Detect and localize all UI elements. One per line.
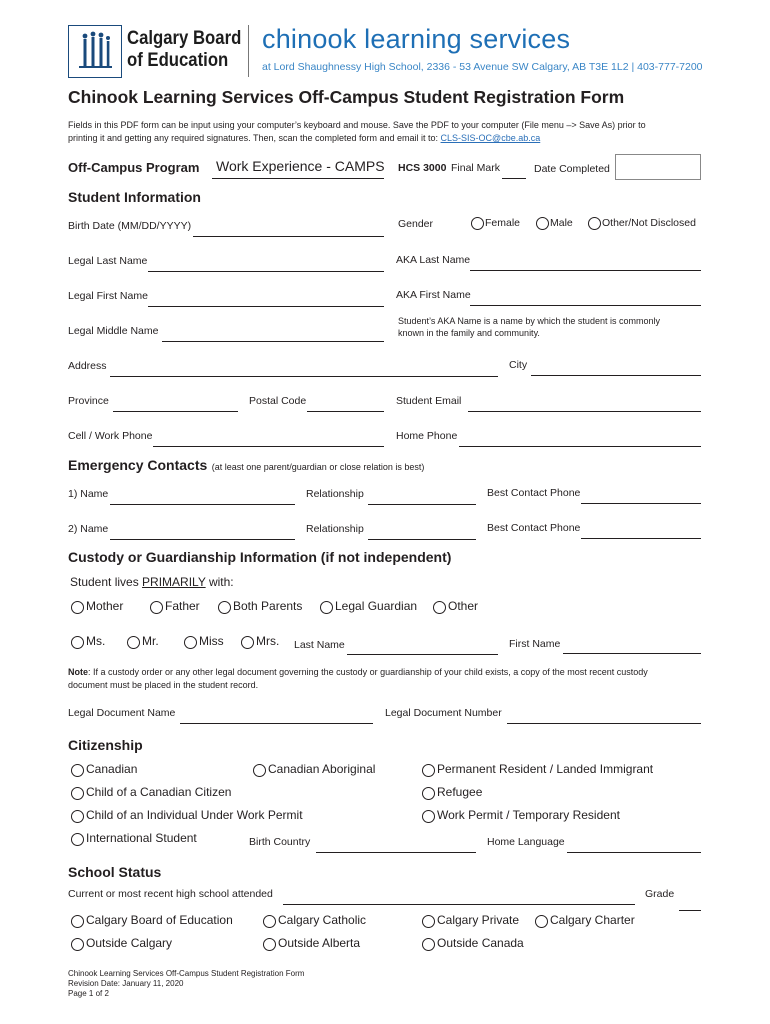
student-info-heading: Student Information [68, 189, 201, 205]
course-code: HCS 3000 [398, 162, 447, 174]
cell-phone-label: Cell / Work Phone [68, 430, 153, 442]
title-mrs-label: Mrs. [256, 634, 280, 648]
home-phone-label: Home Phone [396, 430, 458, 442]
footer-form-name: Chinook Learning Services Off-Campus Student Registration Form [68, 969, 305, 978]
program-label: Off-Campus Program [68, 160, 200, 175]
title-mr-label: Mr. [142, 634, 159, 648]
birth-country-field[interactable] [316, 852, 476, 853]
title-miss-radio[interactable] [184, 636, 197, 649]
citizen-aboriginal-radio[interactable] [253, 764, 266, 777]
contact2-name-field[interactable] [110, 539, 295, 540]
contact2-phone-label: Best Contact Phone [487, 522, 581, 534]
contact2-name-label: 2) Name [68, 523, 109, 535]
city-field[interactable] [531, 375, 701, 376]
citizen-canadian-radio[interactable] [71, 764, 84, 777]
guardian-first-name-label: First Name [509, 638, 561, 650]
aka-note-line2: known in the family and community. [398, 328, 540, 338]
org-name [127, 28, 241, 72]
school-outside-alberta-radio[interactable] [263, 938, 276, 951]
legal-first-name-field[interactable] [148, 306, 384, 307]
contact1-relationship-label: Relationship [306, 488, 364, 500]
postal-code-label: Postal Code [249, 395, 307, 407]
school-catholic-radio[interactable] [263, 915, 276, 928]
final-mark-label: Final Mark [451, 162, 501, 174]
birth-date-field[interactable] [193, 236, 384, 237]
custody-note-text: : If a custody order or any other legal document governing the custody or guardianship of your child exists, a copy of the most recent custody [88, 667, 648, 677]
aka-first-name-field[interactable] [470, 305, 701, 306]
lives-both-parents-radio[interactable] [218, 601, 231, 614]
contact2-relationship-label: Relationship [306, 523, 364, 535]
school-outside-calgary-label: Outside Calgary [86, 936, 173, 950]
emergency-heading-row [68, 457, 424, 475]
gender-male-label: Male [550, 217, 573, 229]
province-label: Province [68, 395, 109, 407]
legal-middle-name-label: Legal Middle Name [68, 325, 159, 337]
aka-last-name-field[interactable] [470, 270, 701, 271]
cbe-logo [68, 25, 122, 78]
citizen-refugee-label: Refugee [437, 785, 483, 799]
current-school-label: Current or most recent high school attended [68, 888, 273, 900]
legal-last-name-label: Legal Last Name [68, 255, 148, 267]
school-private-label: Calgary Private [437, 913, 520, 927]
program-underline [212, 178, 384, 179]
org-name-line2: of Education [127, 50, 229, 71]
birth-date-label: Birth Date (MM/DD/YYYY) [68, 220, 192, 232]
postal-code-field[interactable] [307, 411, 384, 412]
page-title: Chinook Learning Services Off-Campus Student Registration Form [68, 87, 625, 107]
custody-note-line2: document must be placed in the student record. [68, 680, 259, 690]
citizen-child-work-permit-label: Child of an Individual Under Work Permit [86, 808, 303, 822]
custody-heading: Custody or Guardianship Information (if not independent) [68, 549, 452, 565]
title-miss-label: Miss [199, 634, 224, 648]
citizen-permanent-resident-label: Permanent Resident / Landed Immigrant [437, 762, 654, 776]
lives-with-label [70, 575, 234, 589]
guardian-first-name-field[interactable] [563, 653, 701, 654]
home-language-label: Home Language [487, 836, 565, 848]
cell-phone-field[interactable] [153, 446, 384, 447]
citizen-refugee-radio[interactable] [422, 787, 435, 800]
lives-with-prefix: Student lives [70, 575, 143, 589]
brand-name: chinook learning services [262, 24, 571, 54]
lives-other-radio[interactable] [433, 601, 446, 614]
lives-mother-label: Mother [86, 599, 124, 613]
gender-other-radio[interactable] [588, 217, 601, 230]
brand-address: at Lord Shaughnessy High School, 2336 - 53 Avenue SW Calgary, AB T3E 1L2 | 403-777-7200 [262, 61, 703, 73]
citizen-child-work-permit-radio[interactable] [71, 810, 84, 823]
gender-label: Gender [398, 218, 434, 230]
school-charter-radio[interactable] [535, 915, 548, 928]
grade-field[interactable] [679, 910, 701, 911]
student-email-label: Student Email [396, 395, 462, 407]
instructions-line2 [68, 133, 540, 143]
city-label: City [509, 359, 528, 371]
guardian-last-name-label: Last Name [294, 639, 345, 651]
lives-father-label: Father [165, 599, 200, 613]
legal-last-name-field[interactable] [148, 271, 384, 272]
school-private-radio[interactable] [422, 915, 435, 928]
citizen-canadian-label: Canadian [86, 762, 138, 776]
aka-last-name-label: AKA Last Name [396, 254, 471, 266]
contact2-relationship-field[interactable] [368, 539, 476, 540]
lives-legal-guardian-label: Legal Guardian [335, 599, 418, 613]
lives-other-label: Other [448, 599, 479, 613]
emergency-subheading: (at least one parent/guardian or close relation is best) [211, 462, 425, 472]
school-cbe-label: Calgary Board of Education [86, 913, 233, 927]
citizen-aboriginal-label: Canadian Aboriginal [268, 762, 376, 776]
lives-mother-radio[interactable] [71, 601, 84, 614]
contact1-phone-field[interactable] [581, 503, 701, 504]
citizen-international-radio[interactable] [71, 833, 84, 846]
address-label: Address [68, 360, 107, 372]
lives-father-radio[interactable] [150, 601, 163, 614]
contact1-name-label: 1) Name [68, 488, 109, 500]
school-status-heading: School Status [68, 864, 162, 880]
school-charter-label: Calgary Charter [550, 913, 635, 927]
contact2-phone-field[interactable] [581, 538, 701, 539]
legal-middle-name-field[interactable] [162, 341, 384, 342]
legal-first-name-label: Legal First Name [68, 290, 148, 302]
gender-other-label: Other/Not Disclosed [602, 217, 696, 229]
org-name-line1: Calgary Board [127, 28, 242, 49]
aka-first-name-label: AKA First Name [396, 289, 471, 301]
citizen-work-permit-radio[interactable] [422, 810, 435, 823]
legal-doc-name-field[interactable] [180, 723, 373, 724]
submit-email-link[interactable]: CLS-SIS-OC@cbe.ab.ca [440, 133, 541, 143]
contact1-relationship-field[interactable] [368, 504, 476, 505]
instructions-line1: Fields in this PDF form can be input using your computer’s keyboard and mouse. Save the PDF to your computer (File menu –> Save As) prior to [68, 120, 646, 130]
custody-note-label: Note [68, 667, 88, 677]
title-ms-label: Ms. [86, 634, 106, 648]
citizen-international-label: International Student [86, 831, 197, 845]
custody-note-line1 [68, 667, 648, 677]
lives-both-parents-label: Both Parents [233, 599, 303, 613]
gender-female-label: Female [485, 217, 521, 229]
contact1-phone-label: Best Contact Phone [487, 487, 581, 499]
guardian-last-name-field[interactable] [347, 654, 498, 655]
current-school-field[interactable] [283, 904, 635, 905]
instructions-line2-text: printing it and getting any required signatures. Then, scan the completed form and email it to: [68, 133, 441, 143]
home-phone-field[interactable] [459, 446, 701, 447]
school-outside-canada-label: Outside Canada [437, 936, 524, 950]
citizen-work-permit-label: Work Permit / Temporary Resident [437, 808, 620, 822]
legal-doc-name-label: Legal Document Name [68, 707, 176, 719]
citizenship-heading: Citizenship [68, 737, 143, 753]
lives-legal-guardian-radio[interactable] [320, 601, 333, 614]
header-divider [248, 25, 249, 77]
citizen-child-of-citizen-radio[interactable] [71, 787, 84, 800]
gender-female-radio[interactable] [471, 217, 484, 230]
school-cbe-radio[interactable] [71, 915, 84, 928]
footer-page-number: Page 1 of 2 [68, 989, 109, 998]
lives-with-suffix: with: [205, 575, 234, 589]
legal-doc-number-field[interactable] [507, 723, 701, 724]
school-outside-calgary-radio[interactable] [71, 938, 84, 951]
emergency-heading: Emergency Contacts [68, 457, 208, 473]
title-mrs-radio[interactable] [241, 636, 254, 649]
school-outside-alberta-label: Outside Alberta [278, 936, 361, 950]
school-outside-canada-radio[interactable] [422, 938, 435, 951]
title-mr-radio[interactable] [127, 636, 140, 649]
footer [68, 969, 304, 999]
citizen-permanent-resident-radio[interactable] [422, 764, 435, 777]
gender-male-radio[interactable] [536, 217, 549, 230]
date-completed-field[interactable] [615, 154, 701, 180]
school-catholic-label: Calgary Catholic [278, 913, 367, 927]
grade-label: Grade [645, 888, 675, 900]
footer-revision-date: Revision Date: January 11, 2020 [68, 979, 184, 988]
province-field[interactable] [113, 411, 238, 412]
program-value[interactable]: Work Experience - CAMPS [216, 158, 385, 174]
student-email-field[interactable] [468, 411, 701, 412]
date-completed-label: Date Completed [534, 163, 610, 175]
home-language-field[interactable] [567, 852, 701, 853]
cbe-logo-figures-icon [69, 26, 121, 77]
legal-doc-number-label: Legal Document Number [385, 707, 502, 719]
lives-with-emphasis: PRIMARILY [142, 575, 206, 589]
citizen-child-of-citizen-label: Child of a Canadian Citizen [86, 785, 232, 799]
birth-country-label: Birth Country [249, 836, 311, 848]
final-mark-field[interactable] [502, 178, 526, 179]
contact1-name-field[interactable] [110, 504, 295, 505]
address-field[interactable] [110, 376, 498, 377]
aka-note-line1: Student’s AKA Name is a name by which the student is commonly [398, 316, 660, 326]
title-ms-radio[interactable] [71, 636, 84, 649]
